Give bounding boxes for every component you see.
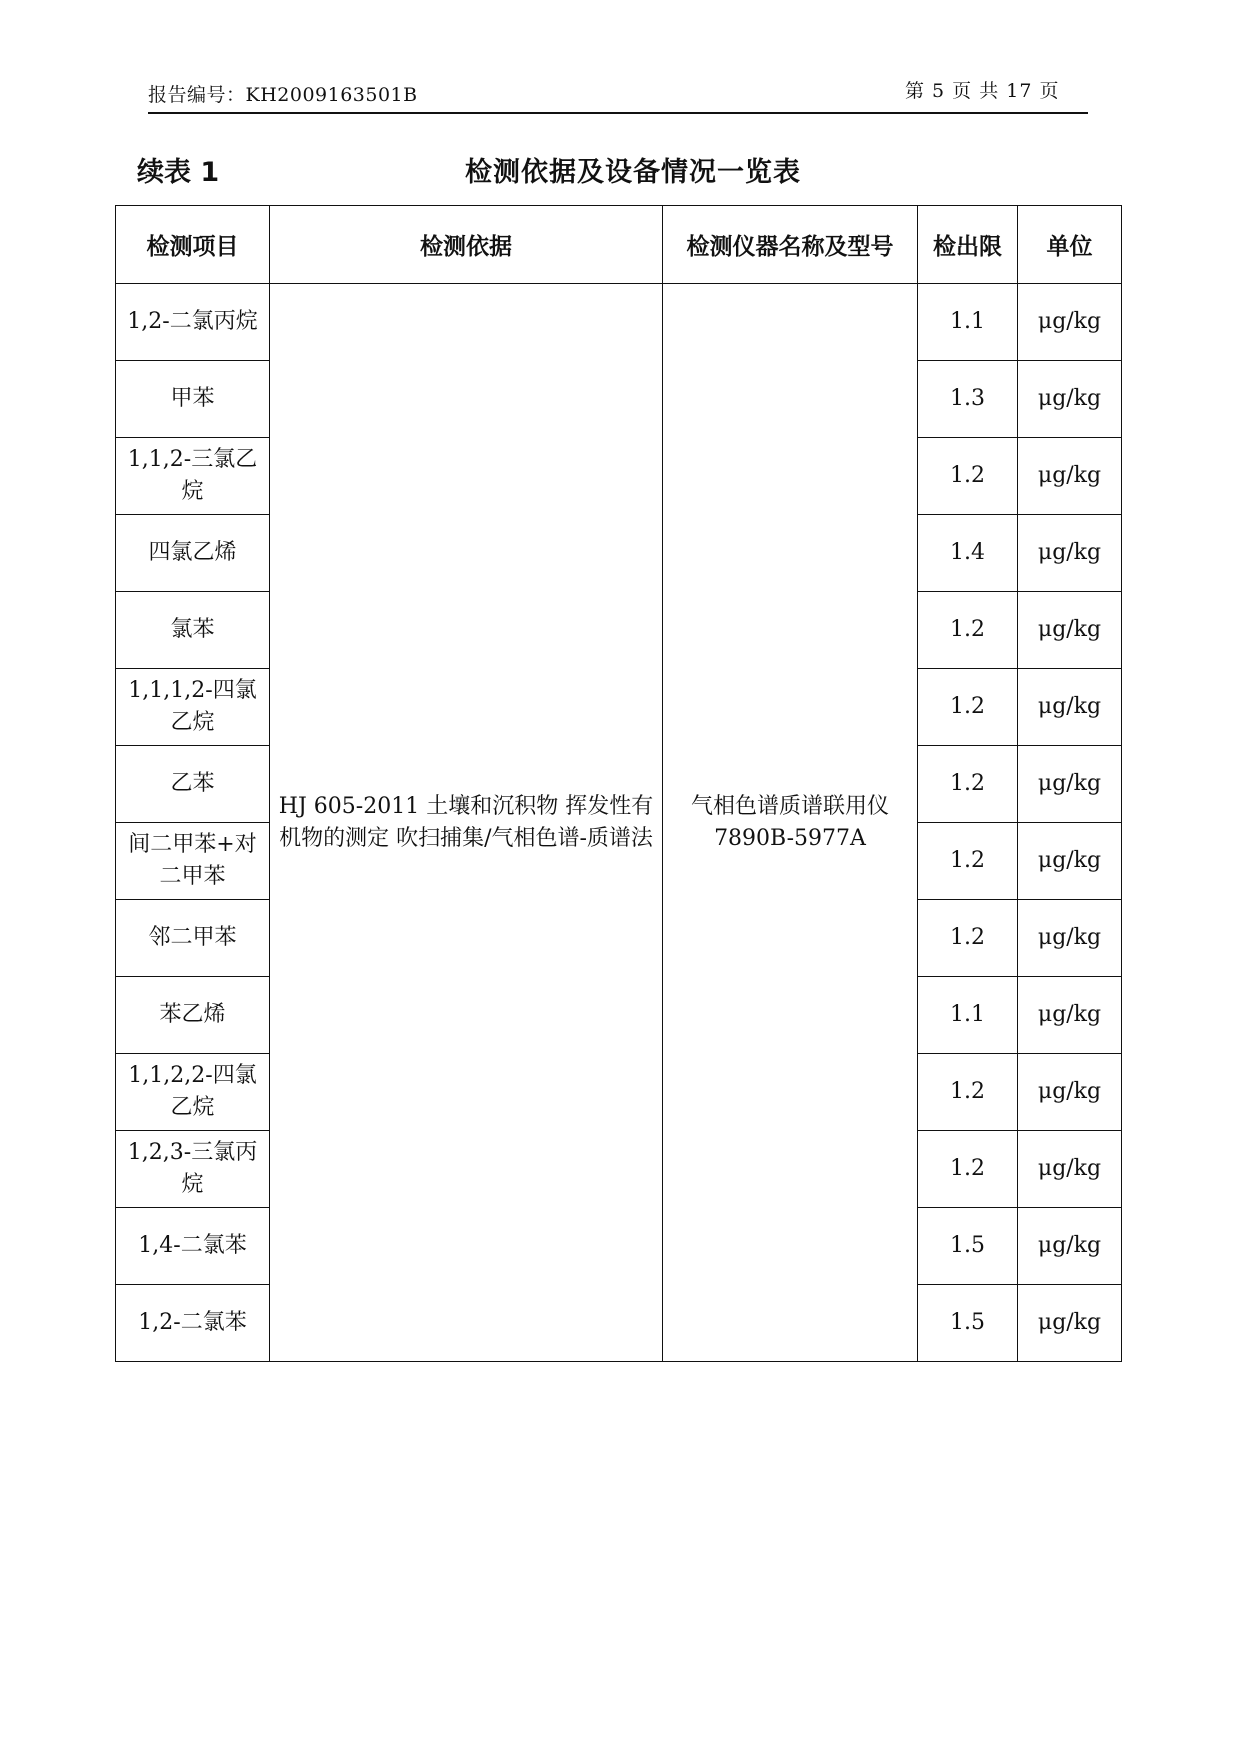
limit-cell: 1.4 xyxy=(918,515,1018,592)
detection-basis-table xyxy=(115,205,1122,1362)
unit-cell: μg/kg xyxy=(1018,361,1122,438)
instrument-model: 7890B-5977A xyxy=(714,825,866,851)
item-cell: 乙苯 xyxy=(116,746,270,823)
unit-cell: μg/kg xyxy=(1018,1131,1122,1208)
col-header-limit: 检出限 xyxy=(918,206,1018,284)
limit-cell: 1.2 xyxy=(918,1054,1018,1131)
unit-cell: μg/kg xyxy=(1018,592,1122,669)
table-row xyxy=(116,284,1122,361)
limit-cell: 1.5 xyxy=(918,1208,1018,1285)
table-caption: 续表 1 xyxy=(137,157,220,188)
unit-cell: μg/kg xyxy=(1018,438,1122,515)
unit-cell: μg/kg xyxy=(1018,515,1122,592)
item-cell: 1,2-二氯丙烷 xyxy=(116,284,270,361)
page-info: 第 5 页 共 17 页 xyxy=(905,80,1060,102)
table-title: 检测依据及设备情况一览表 xyxy=(465,157,801,188)
limit-cell: 1.2 xyxy=(918,1131,1018,1208)
unit-cell: μg/kg xyxy=(1018,1054,1122,1131)
unit-cell: μg/kg xyxy=(1018,900,1122,977)
item-cell: 1,4-二氯苯 xyxy=(116,1208,270,1285)
instrument-name: 气相色谱质谱联用仪 xyxy=(690,793,889,819)
col-header-instrument: 检测仪器名称及型号 xyxy=(663,206,918,284)
limit-cell: 1.2 xyxy=(918,438,1018,515)
limit-cell: 1.1 xyxy=(918,284,1018,361)
col-header-unit: 单位 xyxy=(1018,206,1122,284)
header-divider xyxy=(148,112,1088,114)
item-cell: 1,1,1,2-四氯乙烷 xyxy=(116,669,270,746)
limit-cell: 1.5 xyxy=(918,1285,1018,1362)
limit-cell: 1.1 xyxy=(918,977,1018,1054)
report-number: 报告编号：KH2009163501B xyxy=(148,84,418,106)
col-header-basis: 检测依据 xyxy=(270,206,663,284)
item-cell: 间二甲苯+对二甲苯 xyxy=(116,823,270,900)
item-cell: 1,1,2,2-四氯乙烷 xyxy=(116,1054,270,1131)
unit-cell: μg/kg xyxy=(1018,823,1122,900)
item-cell: 1,1,2-三氯乙烷 xyxy=(116,438,270,515)
item-cell: 邻二甲苯 xyxy=(116,900,270,977)
table-header-row xyxy=(116,206,1122,284)
item-cell: 1,2,3-三氯丙烷 xyxy=(116,1131,270,1208)
unit-cell: μg/kg xyxy=(1018,1208,1122,1285)
unit-cell: μg/kg xyxy=(1018,746,1122,823)
unit-cell: μg/kg xyxy=(1018,284,1122,361)
item-cell: 苯乙烯 xyxy=(116,977,270,1054)
item-cell: 四氯乙烯 xyxy=(116,515,270,592)
item-cell: 1,2-二氯苯 xyxy=(116,1285,270,1362)
limit-cell: 1.2 xyxy=(918,823,1018,900)
instrument-cell xyxy=(663,284,918,1362)
item-cell: 甲苯 xyxy=(116,361,270,438)
unit-cell: μg/kg xyxy=(1018,1285,1122,1362)
col-header-item: 检测项目 xyxy=(116,206,270,284)
unit-cell: μg/kg xyxy=(1018,669,1122,746)
unit-cell: μg/kg xyxy=(1018,977,1122,1054)
item-cell: 氯苯 xyxy=(116,592,270,669)
limit-cell: 1.2 xyxy=(918,900,1018,977)
limit-cell: 1.2 xyxy=(918,592,1018,669)
limit-cell: 1.2 xyxy=(918,669,1018,746)
limit-cell: 1.2 xyxy=(918,746,1018,823)
limit-cell: 1.3 xyxy=(918,361,1018,438)
basis-cell: HJ 605-2011 土壤和沉积物 挥发性有机物的测定 吹扫捕集/气相色谱-质谱法 xyxy=(270,284,663,1362)
